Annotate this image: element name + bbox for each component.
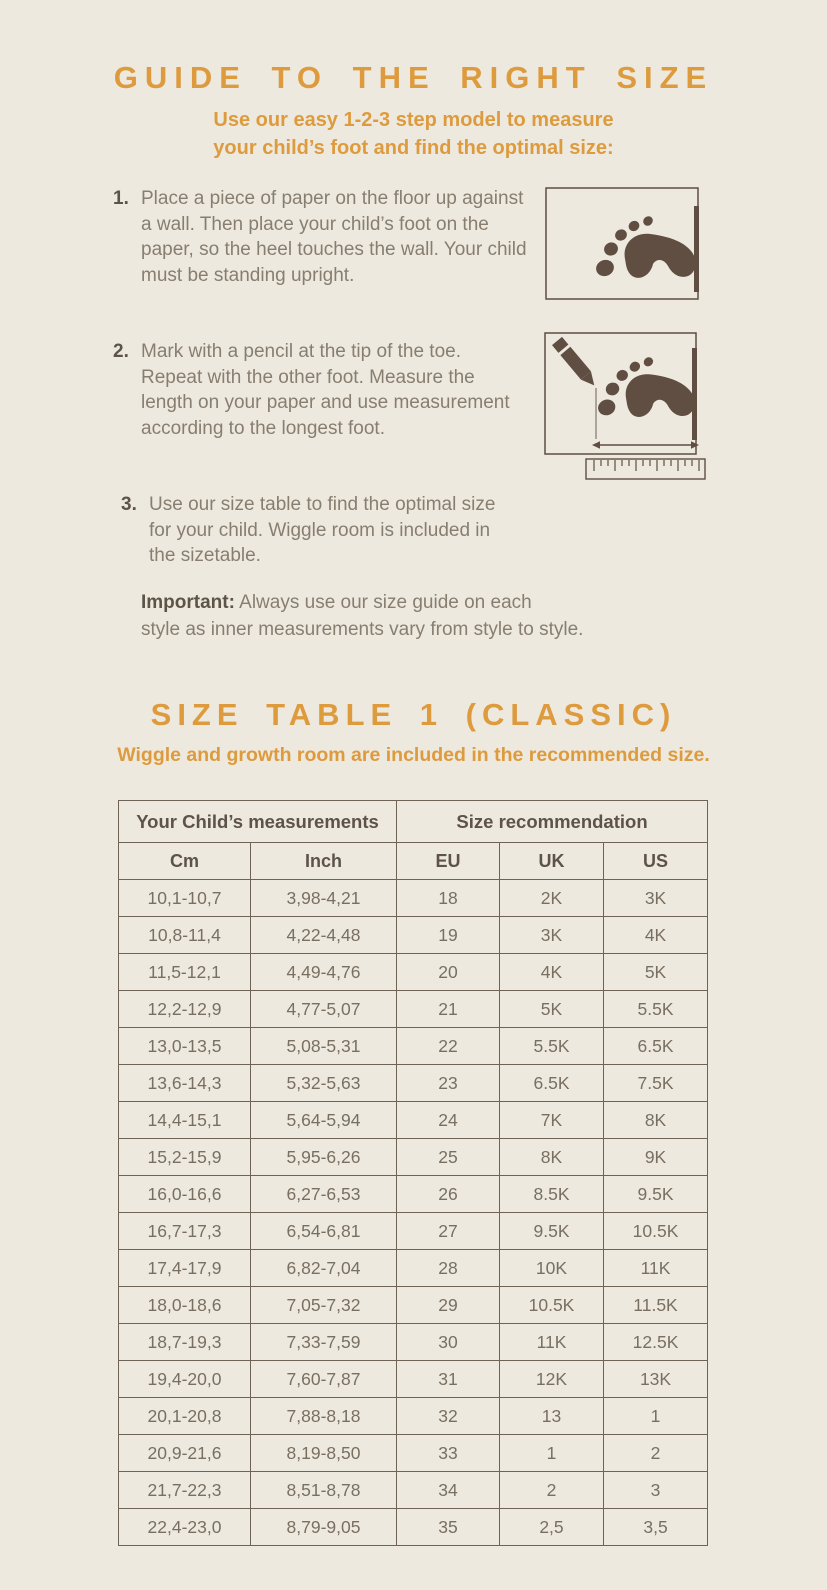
size-table	[118, 800, 708, 1546]
table-row	[119, 1176, 708, 1213]
table-cell: 19,4-20,0	[119, 1361, 251, 1398]
important-label: Important:	[141, 592, 235, 613]
table-cell: 2	[604, 1435, 708, 1472]
important-text: Always use our size guide on each	[234, 592, 532, 613]
table-row	[119, 1472, 708, 1509]
table-cell: 8.5K	[500, 1176, 604, 1213]
table-cell: 6,27-6,53	[251, 1176, 397, 1213]
column-header-uk: UK	[500, 843, 604, 880]
table-cell: 2K	[500, 880, 604, 917]
table-cell: 28	[397, 1250, 500, 1287]
table-cell: 8,79-9,05	[251, 1509, 397, 1546]
table-cell: 7,60-7,87	[251, 1361, 397, 1398]
table-cell: 5K	[604, 954, 708, 991]
table-cell: 18	[397, 880, 500, 917]
table-row	[119, 1250, 708, 1287]
text-line: length on your paper and use measurement	[141, 392, 510, 413]
table-cell: 25	[397, 1139, 500, 1176]
table-cell: 26	[397, 1176, 500, 1213]
table-cell: 6.5K	[604, 1028, 708, 1065]
table-cell: 35	[397, 1509, 500, 1546]
subtitle-line: your child’s foot and find the optimal size:	[213, 137, 614, 159]
table-cell: 7K	[500, 1102, 604, 1139]
table-cell: 10,8-11,4	[119, 917, 251, 954]
table-row	[119, 917, 708, 954]
table-cell: 20,9-21,6	[119, 1435, 251, 1472]
table-cell: 20,1-20,8	[119, 1398, 251, 1435]
table-cell: 12.5K	[604, 1324, 708, 1361]
table-cell: 13,6-14,3	[119, 1065, 251, 1102]
table-cell: 29	[397, 1287, 500, 1324]
table-row	[119, 1139, 708, 1176]
table-row	[119, 880, 708, 917]
table-cell: 16,0-16,6	[119, 1176, 251, 1213]
table-cell: 22,4-23,0	[119, 1509, 251, 1546]
table-cell: 6.5K	[500, 1065, 604, 1102]
table-cell: 15,2-15,9	[119, 1139, 251, 1176]
table-cell: 6,82-7,04	[251, 1250, 397, 1287]
step-1-number: 1.	[113, 188, 129, 209]
table-row	[119, 1102, 708, 1139]
table-cell: 18,0-18,6	[119, 1287, 251, 1324]
table-cell: 6,54-6,81	[251, 1213, 397, 1250]
table-cell: 11.5K	[604, 1287, 708, 1324]
table-cell: 5.5K	[604, 991, 708, 1028]
table-cell: 11K	[500, 1324, 604, 1361]
table-cell: 31	[397, 1361, 500, 1398]
table-cell: 10.5K	[500, 1287, 604, 1324]
table-cell: 21	[397, 991, 500, 1028]
table-cell: 27	[397, 1213, 500, 1250]
table-cell: 5,95-6,26	[251, 1139, 397, 1176]
table-cell: 4,77-5,07	[251, 991, 397, 1028]
table-cell: 9.5K	[500, 1213, 604, 1250]
table-row	[119, 1287, 708, 1324]
table-cell: 4K	[604, 917, 708, 954]
size-table-title: SIZE TABLE 1 (CLASSIC)	[150, 697, 677, 732]
table-cell: 4,49-4,76	[251, 954, 397, 991]
footprint-icon	[545, 187, 701, 301]
important-line	[141, 590, 583, 617]
table-cell: 5.5K	[500, 1028, 604, 1065]
size-table-body	[119, 880, 708, 1546]
size-table-subtitle: Wiggle and growth room are included in the recommended size.	[117, 744, 710, 766]
table-cell: 23	[397, 1065, 500, 1102]
table-row	[119, 1065, 708, 1102]
table-cell: 8,19-8,50	[251, 1435, 397, 1472]
step-3-text	[149, 492, 495, 569]
table-cell: 32	[397, 1398, 500, 1435]
table-cell: 12K	[500, 1361, 604, 1398]
table-cell: 13,0-13,5	[119, 1028, 251, 1065]
step-2-text	[141, 339, 510, 441]
table-cell: 33	[397, 1435, 500, 1472]
table-group-header-row	[119, 801, 708, 843]
step-1-text	[141, 186, 527, 288]
column-header-inch: Inch	[251, 843, 397, 880]
text-line: for your child. Wiggle room is included in	[149, 519, 491, 541]
table-cell: 2,5	[500, 1509, 604, 1546]
table-cell: 5K	[500, 991, 604, 1028]
table-row	[119, 1028, 708, 1065]
step-2-number: 2.	[113, 341, 129, 362]
step-3	[121, 492, 495, 569]
table-cell: 11,5-12,1	[119, 954, 251, 991]
table-cell: 13	[500, 1398, 604, 1435]
table-cell: 3,5	[604, 1509, 708, 1546]
pencil-icon	[552, 337, 599, 390]
table-row	[119, 1213, 708, 1250]
table-cell: 19	[397, 917, 500, 954]
table-cell: 16,7-17,3	[119, 1213, 251, 1250]
text-line: paper, so the heel touches the wall. Your child	[141, 239, 527, 260]
important-line: style as inner measurements vary from style to style.	[141, 618, 584, 640]
step-3-number: 3.	[121, 494, 137, 515]
text-line: a wall. Then place your child’s foot on the	[141, 213, 489, 235]
text-line: Mark with a pencil at the tip of the toe.	[141, 341, 462, 362]
table-cell: 24	[397, 1102, 500, 1139]
table-cell: 10,1-10,7	[119, 880, 251, 917]
table-cell: 3K	[500, 917, 604, 954]
table-cell: 1	[604, 1398, 708, 1435]
table-cell: 5,64-5,94	[251, 1102, 397, 1139]
ruler-icon	[586, 459, 705, 479]
table-cell: 2	[500, 1472, 604, 1509]
table-cell: 8K	[500, 1139, 604, 1176]
text-line: Place a piece of paper on the floor up against	[141, 188, 524, 209]
table-cell: 30	[397, 1324, 500, 1361]
group-header-recommendation: Size recommendation	[397, 801, 708, 843]
table-cell: 1	[500, 1435, 604, 1472]
table-cell: 22	[397, 1028, 500, 1065]
text-line: the sizetable.	[149, 545, 261, 566]
table-cell: 3K	[604, 880, 708, 917]
step-2	[113, 339, 510, 441]
table-cell: 11K	[604, 1250, 708, 1287]
text-line: must be standing upright.	[141, 264, 355, 286]
table-row	[119, 1361, 708, 1398]
table-row	[119, 1324, 708, 1361]
table-cell: 5,32-5,63	[251, 1065, 397, 1102]
table-cell: 4,22-4,48	[251, 917, 397, 954]
important-note	[141, 590, 583, 643]
table-cell: 7.5K	[604, 1065, 708, 1102]
table-cell: 7,05-7,32	[251, 1287, 397, 1324]
table-cell: 10.5K	[604, 1213, 708, 1250]
table-row	[119, 1509, 708, 1546]
page-title: GUIDE TO THE RIGHT SIZE	[113, 60, 714, 95]
table-cell: 17,4-17,9	[119, 1250, 251, 1287]
table-cell: 12,2-12,9	[119, 991, 251, 1028]
column-header-eu: EU	[397, 843, 500, 880]
text-line: Use our size table to find the optimal size	[149, 494, 496, 515]
table-cell: 34	[397, 1472, 500, 1509]
table-cell: 18,7-19,3	[119, 1324, 251, 1361]
table-cell: 3	[604, 1472, 708, 1509]
subtitle-line: Use our easy 1-2-3 step model to measure	[213, 109, 614, 131]
table-cell: 5,08-5,31	[251, 1028, 397, 1065]
text-line: according to the longest foot.	[141, 417, 385, 439]
table-row	[119, 1398, 708, 1435]
footprint-icon	[596, 355, 695, 417]
table-cell: 9K	[604, 1139, 708, 1176]
table-cell: 4K	[500, 954, 604, 991]
table-cell: 10K	[500, 1250, 604, 1287]
table-cell: 9.5K	[604, 1176, 708, 1213]
table-row	[119, 991, 708, 1028]
table-cell: 7,33-7,59	[251, 1324, 397, 1361]
table-cell: 8K	[604, 1102, 708, 1139]
table-row	[119, 1435, 708, 1472]
text-line: Repeat with the other foot. Measure the	[141, 366, 475, 388]
table-cell: 3,98-4,21	[251, 880, 397, 917]
foot-on-paper-illustration	[545, 187, 701, 306]
table-row	[119, 954, 708, 991]
table-column-header-row	[119, 843, 708, 880]
table-cell: 8,51-8,78	[251, 1472, 397, 1509]
page-subtitle	[0, 106, 827, 162]
column-header-us: US	[604, 843, 708, 880]
table-cell: 13K	[604, 1361, 708, 1398]
group-header-measurements: Your Child’s measurements	[119, 801, 397, 843]
column-header-cm: Cm	[119, 843, 251, 880]
measure-foot-illustration	[544, 332, 707, 487]
table-cell: 20	[397, 954, 500, 991]
step-1	[113, 186, 527, 288]
table-cell: 14,4-15,1	[119, 1102, 251, 1139]
table-cell: 7,88-8,18	[251, 1398, 397, 1435]
table-cell: 21,7-22,3	[119, 1472, 251, 1509]
